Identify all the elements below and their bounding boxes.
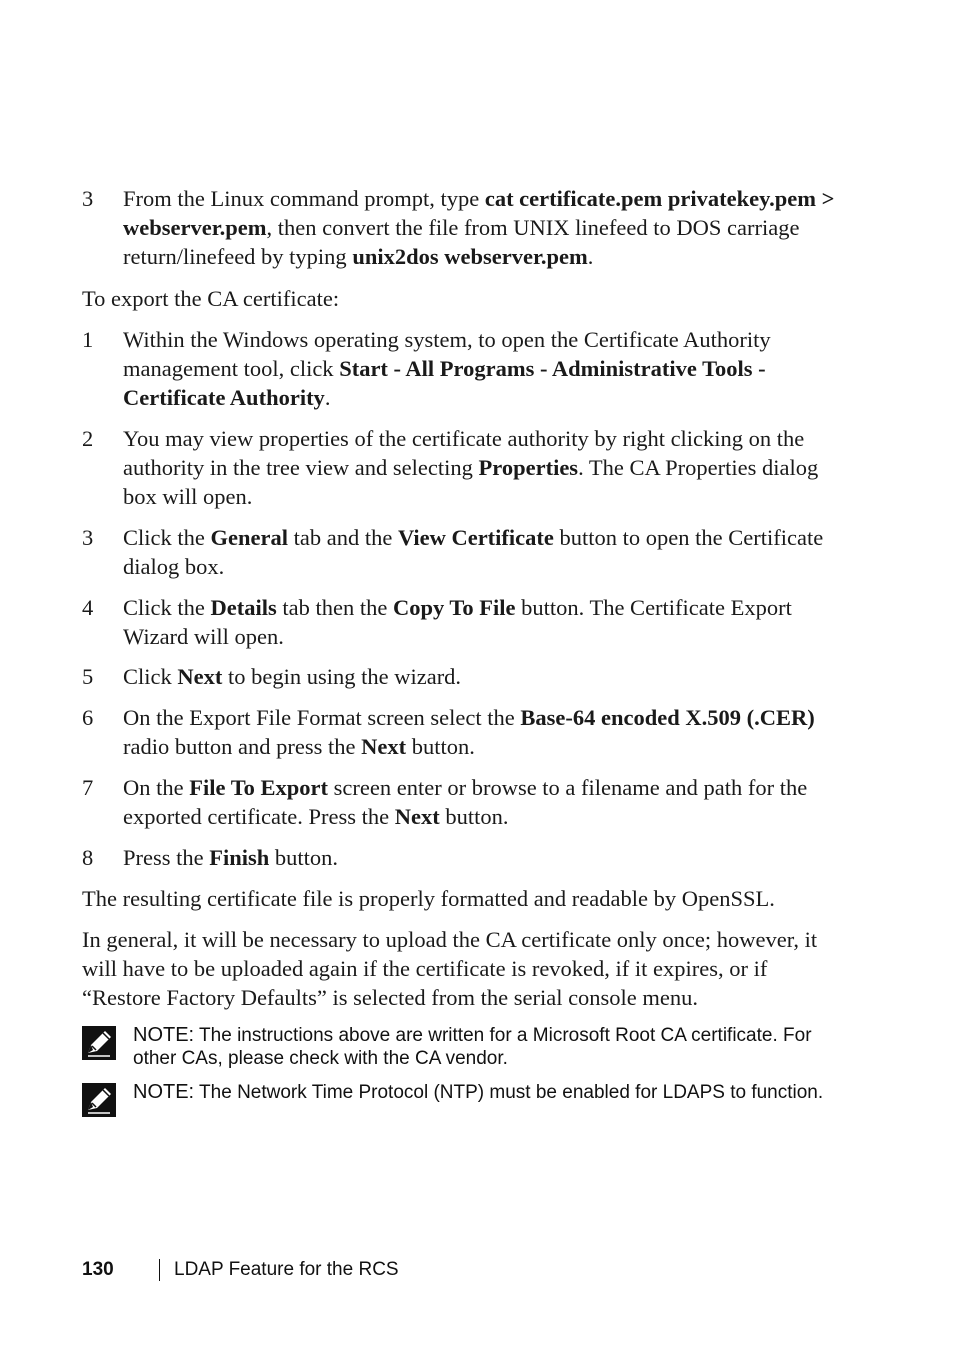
step-number: 8 (82, 845, 94, 870)
step-text (123, 662, 853, 691)
bold-term: Finish (209, 845, 270, 870)
step-text (123, 843, 853, 872)
text-run: Click (123, 664, 178, 689)
bold-term: Next (361, 734, 407, 759)
text-run: . (324, 385, 331, 410)
bold-term: Start - All Programs - Administrative Tools - Certificate Authority (123, 356, 766, 410)
step-number: 2 (82, 426, 94, 451)
text-run: button to open the Certificate dialog box. (123, 525, 824, 579)
text-run: tab and the (287, 525, 398, 550)
text-run: , then convert the file from UNIX linefeed to DOS carriage return/linefeed by typing (123, 215, 800, 269)
text-run: Within the Windows operating system, to open the Certificate Authority management tool, click (123, 327, 771, 381)
text-run: On the Export File Format screen select the (123, 705, 521, 730)
text-run: tab then the (276, 595, 393, 620)
text-run: button. (406, 734, 475, 759)
text-run: Click the (123, 525, 211, 550)
bold-term: cat certificate.pem privatekey.pem > webserver.pem (123, 186, 835, 240)
bold-term: Copy To File (392, 595, 516, 620)
bold-term: View Certificate (397, 525, 554, 550)
step-number: 6 (82, 705, 94, 730)
text-run: From the Linux command prompt, type (123, 186, 485, 211)
step-text (123, 184, 853, 271)
step-text (123, 424, 853, 511)
step-text (123, 325, 853, 412)
intro-export-paragraph: To export the CA certificate: (82, 286, 340, 311)
note-pencil-icon (82, 1083, 116, 1117)
text-run: to begin using the wizard. (222, 664, 462, 689)
note-body: The Network Time Protocol (NTP) must be enabled for LDAPS to function. (194, 1082, 824, 1103)
bold-term: General (210, 525, 288, 550)
page-number: 130 (82, 1259, 114, 1280)
text-run: You may view properties of the certificate authority by right clicking on the authority in the tree view and selecting (123, 426, 805, 480)
text-run: Click the (123, 595, 211, 620)
text-run: button. (269, 845, 339, 870)
text-run: . (587, 244, 594, 269)
bold-term: Details (210, 595, 277, 620)
step-number: 3 (82, 525, 94, 550)
note-label: NOTE: (133, 1024, 195, 1046)
text-run: On the (123, 775, 190, 800)
text-run: button. (439, 804, 509, 829)
step-number: 1 (82, 327, 94, 352)
note-body: The instructions above are written for a Microsoft Root CA certificate. For other CAs, please check with the CA vendor. (133, 1025, 812, 1069)
bold-term: Next (177, 664, 223, 689)
text-run: radio button and press the (123, 734, 362, 759)
bold-term: Properties (478, 455, 579, 480)
footer-title: LDAP Feature for the RCS (174, 1259, 399, 1280)
step-text (123, 593, 853, 651)
step-number: 3 (82, 186, 94, 211)
text-run: button. The Certificate Export Wizard will open. (123, 595, 792, 649)
note-label: NOTE: (133, 1081, 195, 1103)
step-number: 7 (82, 775, 94, 800)
bold-term: File To Export (189, 775, 329, 800)
note-text (133, 1024, 848, 1070)
note-pencil-icon (82, 1026, 116, 1060)
bold-term: unix2dos webserver.pem (352, 244, 588, 269)
step-number: 4 (82, 595, 94, 620)
text-run: Press the (123, 845, 210, 870)
text-run: screen enter or browse to a filename and path for the exported certificate. Press the (123, 775, 808, 829)
text-run: . The CA Properties dialog box will open. (123, 455, 819, 509)
step-number: 5 (82, 664, 94, 689)
resulting-paragraph: The resulting certificate file is properly formatted and readable by OpenSSL. (82, 886, 775, 911)
step-text (123, 773, 853, 831)
footer-separator (159, 1259, 160, 1281)
bold-term: Next (394, 804, 440, 829)
step-text (123, 523, 853, 581)
bold-term: Base-64 encoded X.509 (.CER) (520, 705, 815, 730)
note-text (133, 1081, 848, 1104)
step-text (123, 703, 853, 761)
general-paragraph: In general, it will be necessary to upload the CA certificate only once; however, it will have to be uploaded again if the certificate is revoked, if it expires, or if “Restore Factory Defaults” is selected from the serial console menu. (82, 927, 818, 1010)
